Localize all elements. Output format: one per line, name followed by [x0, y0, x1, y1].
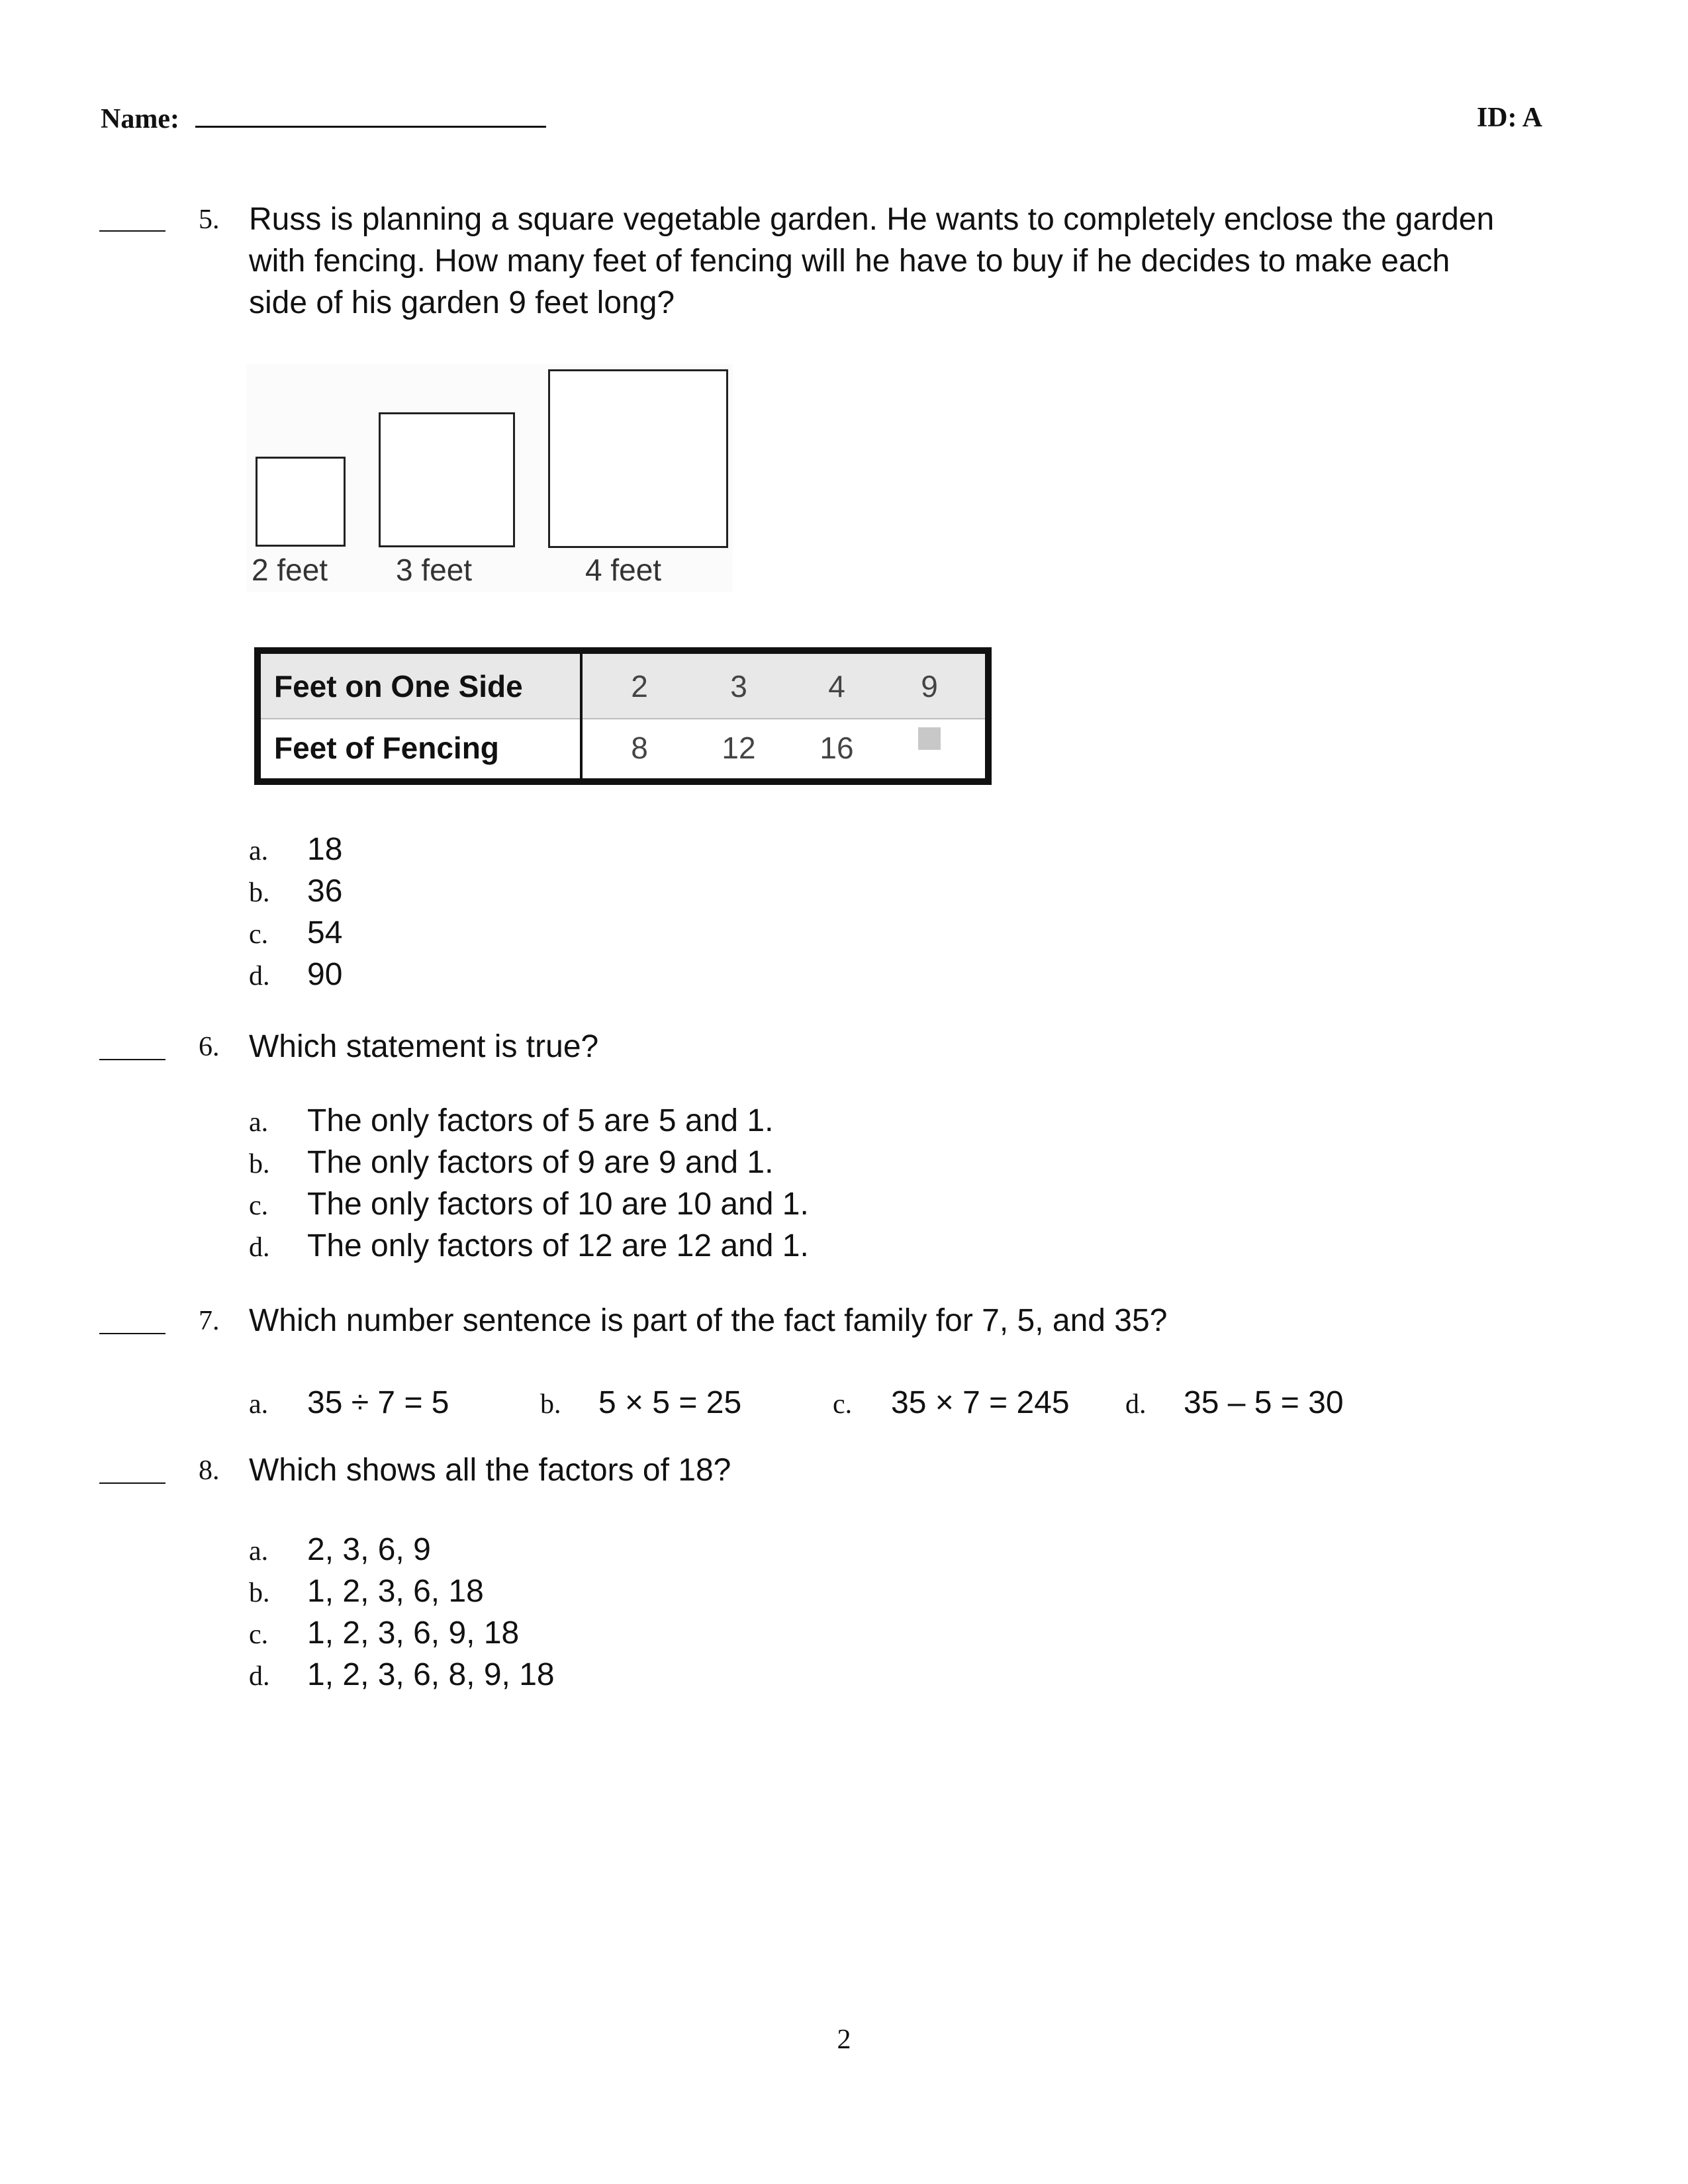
choice-text: 18 [307, 832, 343, 867]
choice-text: The only factors of 12 are 12 and 1. [307, 1228, 809, 1263]
square-label: 3 feet [396, 553, 473, 587]
name-blank-line[interactable] [195, 102, 546, 128]
garden-squares-figure [246, 364, 733, 592]
question-number: 7. [199, 1306, 220, 1336]
choice-text: The only factors of 9 are 9 and 1. [307, 1145, 774, 1180]
choice-label: d. [249, 1232, 270, 1263]
choice-a[interactable] [249, 831, 342, 868]
choice-label: c. [249, 1191, 269, 1221]
choice-text: 5 × 5 = 25 [598, 1385, 742, 1420]
choice-label: b. [249, 1149, 270, 1179]
choice-label: d. [1125, 1389, 1147, 1420]
choice-d[interactable] [249, 956, 342, 993]
choice-b[interactable] [249, 873, 342, 909]
choice-text: 1, 2, 3, 6, 18 [307, 1574, 484, 1609]
choice-a[interactable] [249, 1385, 449, 1421]
fencing-table [254, 647, 992, 785]
choice-label: b. [249, 878, 270, 908]
question-text: Which number sentence is part of the fact family for 7, 5, and 35? [249, 1303, 1168, 1338]
choice-text: 1, 2, 3, 6, 9, 18 [307, 1615, 520, 1651]
name-label: Name: [101, 104, 179, 134]
square-4-feet [548, 369, 728, 548]
choice-label: c. [249, 919, 269, 950]
choice-c[interactable] [833, 1385, 1070, 1421]
id-label: ID: A [1476, 103, 1542, 133]
table-cell: 8 [631, 731, 648, 765]
answer-blank-6[interactable] [99, 1059, 165, 1060]
square-label: 4 feet [585, 553, 662, 587]
table-cell: 4 [828, 669, 845, 704]
question-number: 8. [199, 1455, 220, 1486]
choice-text: 90 [307, 957, 343, 992]
missing-value-box [918, 727, 941, 750]
choice-d[interactable] [249, 1228, 809, 1264]
choice-text: 36 [307, 874, 343, 909]
table-cell: 16 [820, 731, 854, 765]
table-cell: 3 [730, 669, 747, 704]
choice-text: 35 ÷ 7 = 5 [307, 1385, 449, 1420]
answer-blank-5[interactable] [99, 230, 165, 232]
table-cell: 2 [631, 669, 648, 704]
choice-c[interactable] [249, 1186, 809, 1222]
choice-c[interactable] [249, 1615, 519, 1651]
choice-text: 2, 3, 6, 9 [307, 1532, 431, 1567]
question-text-line: with fencing. How many feet of fencing will he have to buy if he decides to make each [249, 244, 1450, 279]
choice-label: d. [249, 1661, 270, 1692]
choice-b[interactable] [249, 1573, 484, 1610]
table-cell: 12 [722, 731, 756, 765]
choice-text: 1, 2, 3, 6, 8, 9, 18 [307, 1657, 555, 1692]
choice-text: 35 – 5 = 30 [1184, 1385, 1344, 1420]
choice-label: c. [833, 1389, 853, 1420]
choice-c[interactable] [249, 915, 342, 951]
square-label: 2 feet [252, 553, 328, 587]
choice-label: b. [249, 1578, 270, 1608]
choice-text: 35 × 7 = 245 [891, 1385, 1070, 1420]
choice-text: The only factors of 5 are 5 and 1. [307, 1103, 774, 1138]
answer-blank-7[interactable] [99, 1333, 165, 1334]
row-header-feet-on-one-side: Feet on One Side [274, 669, 523, 704]
choice-a[interactable] [249, 1531, 431, 1568]
choice-label: a. [249, 1536, 269, 1567]
choice-label: b. [540, 1389, 561, 1420]
choice-text: 54 [307, 915, 343, 950]
choice-d[interactable] [1125, 1385, 1344, 1421]
square-2-feet [256, 457, 346, 547]
row-header-feet-of-fencing: Feet of Fencing [274, 731, 499, 765]
choice-text: The only factors of 10 are 10 and 1. [307, 1187, 809, 1222]
choice-label: a. [249, 1107, 269, 1138]
choice-b[interactable] [249, 1144, 773, 1181]
question-text-line: Russ is planning a square vegetable garden. He wants to completely enclose the garden [249, 202, 1495, 237]
table-row [261, 719, 985, 778]
choice-label: a. [249, 836, 269, 866]
square-3-feet [379, 412, 515, 547]
page-number: 2 [837, 2025, 851, 2055]
choice-b[interactable] [540, 1385, 741, 1421]
table-divider [580, 654, 583, 778]
choice-label: c. [249, 1619, 269, 1650]
choice-a[interactable] [249, 1103, 773, 1139]
choice-d[interactable] [249, 1657, 555, 1693]
question-text-line: side of his garden 9 feet long? [249, 285, 675, 320]
name-field [101, 102, 546, 135]
choice-label: a. [249, 1389, 269, 1420]
question-text [249, 199, 1593, 324]
question-number: 5. [199, 205, 220, 235]
choice-label: d. [249, 961, 270, 991]
answer-blank-8[interactable] [99, 1482, 165, 1484]
question-text: Which shows all the factors of 18? [249, 1453, 731, 1488]
table-cell: 9 [921, 669, 938, 704]
question-number: 6. [199, 1032, 220, 1062]
question-text: Which statement is true? [249, 1029, 599, 1064]
table-row [261, 654, 985, 719]
